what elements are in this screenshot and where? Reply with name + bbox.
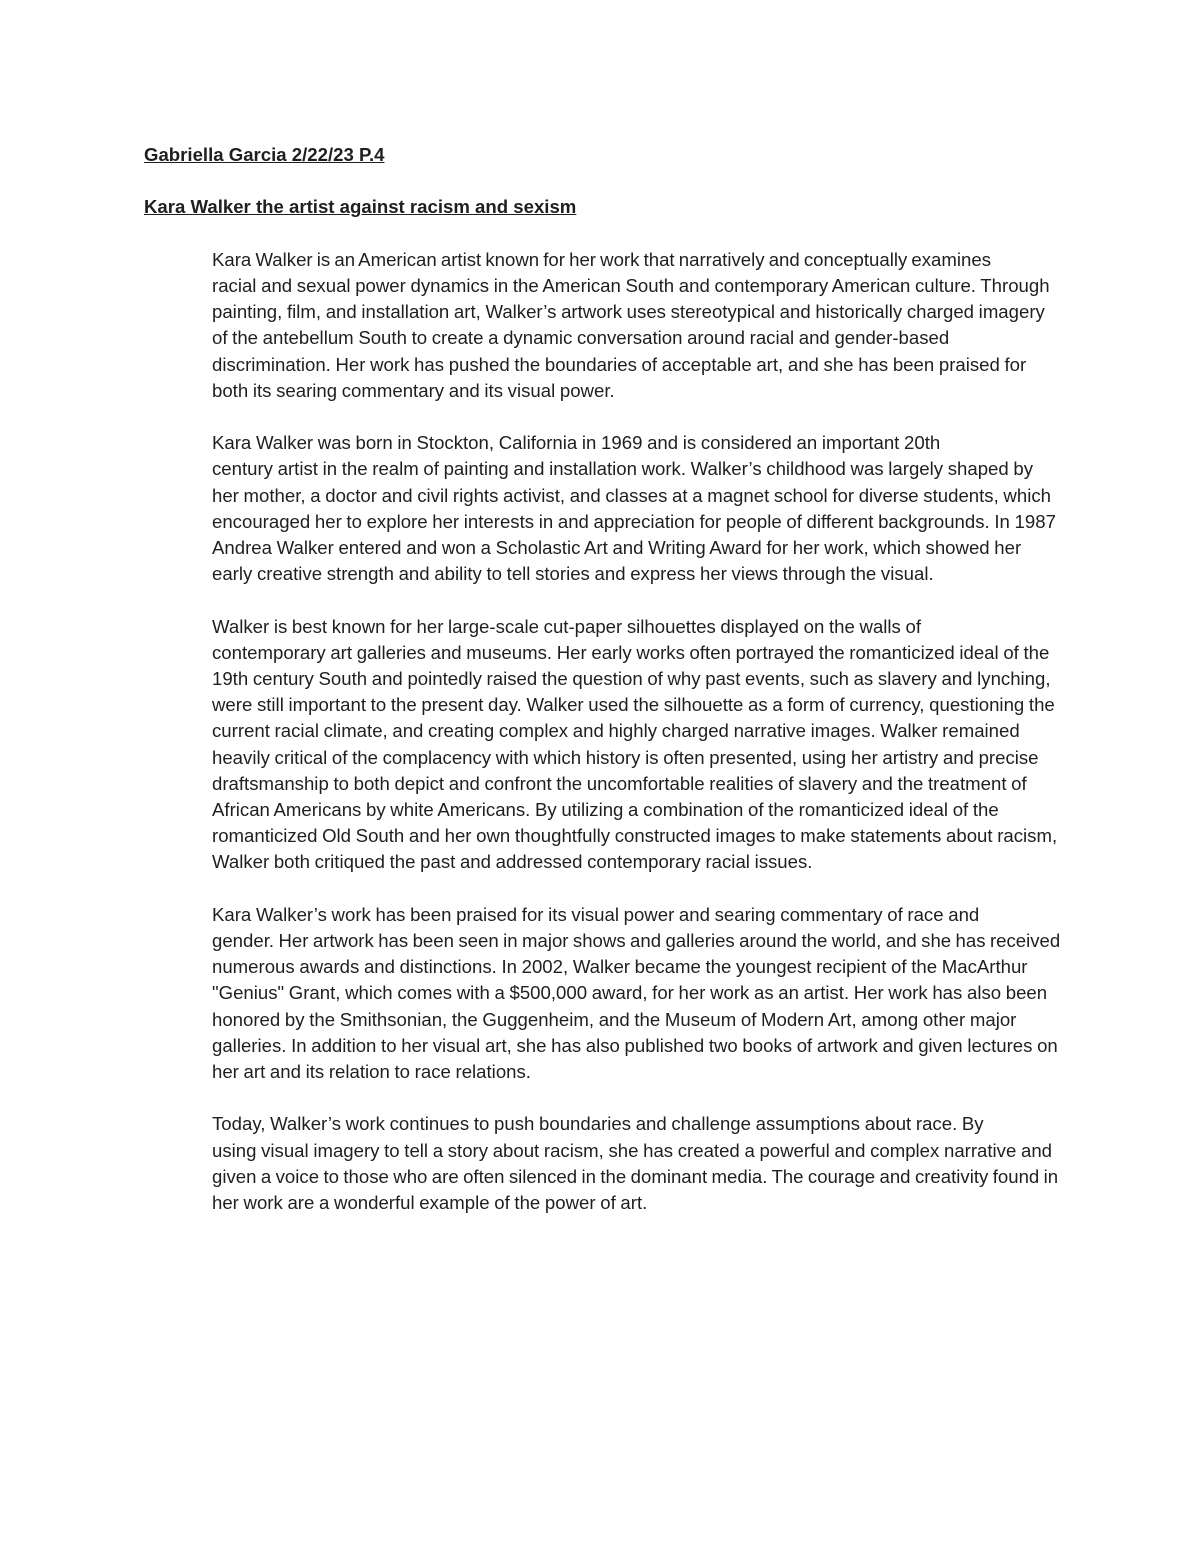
text-line: Kara Walker’s work has been praised for its visual power and searing commentary of race and — [212, 903, 980, 925]
text-line: galleries. In addition to her visual art, she has also published two books of artwork and given lectures on — [212, 1034, 1058, 1056]
text-line: Kara Walker is an American artist known for her work that narratively and conceptually examines — [212, 248, 991, 270]
text-line: Andrea Walker entered and won a Scholastic Art and Writing Award for her work, which showed her — [212, 537, 1022, 558]
document-body — [144, 142, 1060, 1216]
text-line: painting, film, and installation art, Walker’s artwork uses stereotypical and historically charged imagery — [212, 301, 1045, 323]
student-header: Gabriella Garcia 2/22/23 P.4 — [144, 144, 385, 165]
text-line: Today, Walker’s work continues to push boundaries and challenge assumptions about race. By — [212, 1113, 984, 1135]
text-line: of the antebellum South to create a dynamic conversation around racial and gender-based — [212, 327, 950, 349]
paragraph-1 — [144, 247, 1060, 404]
text-line: encouraged her to explore her interests in and appreciation for people of different backgrounds. In 1987 — [212, 510, 1056, 532]
text-line: honored by the Smithsonian, the Guggenheim, and the Museum of Modern Art, among other major — [212, 1008, 1017, 1030]
essay-title: Kara Walker the artist against racism and sexism — [144, 196, 577, 218]
text-line: her art and its relation to race relations. — [212, 1061, 531, 1083]
text-line: were still important to the present day. Walker used the silhouette as a form of currency, questioning the — [212, 694, 1055, 716]
text-line: Walker both critiqued the past and addressed contemporary racial issues. — [212, 851, 813, 873]
text-line: her mother, a doctor and civil rights activist, and classes at a magnet school for diverse students, which — [212, 484, 1051, 506]
essay-text — [144, 247, 1060, 1216]
text-line: romanticized Old South and her own thoughtfully constructed images to make statements about racism, — [212, 825, 1058, 847]
text-line: racial and sexual power dynamics in the American South and contemporary American culture. Through — [212, 274, 1050, 296]
text-line: current racial climate, and creating complex and highly charged narrative images. Walker remained — [212, 720, 1020, 742]
text-line: using visual imagery to tell a story about racism, she has created a powerful and complex narrative and — [212, 1139, 1053, 1161]
paragraph-5 — [144, 1111, 1060, 1216]
text-line: draftsmanship to both depict and confront the uncomfortable realities of slavery and the treatment of — [212, 772, 1027, 794]
text-line: Kara Walker was born in Stockton, California in 1969 and is considered an important 20th — [212, 432, 941, 454]
text-line: African Americans by white Americans. By utilizing a combination of the romanticized ideal of the — [212, 799, 999, 821]
text-line: discrimination. Her work has pushed the boundaries of acceptable art, and she has been praised for — [212, 353, 1027, 375]
text-line: given a voice to those who are often silenced in the dominant media. The courage and creativity found in — [212, 1165, 1059, 1187]
text-line: Walker is best known for her large-scale cut-paper silhouettes displayed on the walls of — [212, 615, 922, 637]
text-line: early creative strength and ability to tell stories and express her views through the visual. — [212, 563, 934, 585]
text-line: heavily critical of the complacency with which history is often presented, using her artistry and precise — [212, 746, 1039, 768]
paragraph-4 — [144, 902, 1060, 1085]
text-line: her work are a wonderful example of the power of art. — [212, 1192, 648, 1214]
text-line: numerous awards and distinctions. In 2002, Walker became the youngest recipient of the MacArthur — [212, 956, 1028, 978]
text-line: "Genius" Grant, which comes with a $500,000 award, for her work as an artist. Her work has also been — [212, 982, 1048, 1004]
text-line: gender. Her artwork has been seen in major shows and galleries around the world, and she has received — [212, 930, 1061, 952]
text-line: century artist in the realm of painting and installation work. Walker’s childhood was largely shaped by — [212, 458, 1034, 480]
paragraph-2 — [144, 430, 1060, 587]
text-line: both its searing commentary and its visual power. — [212, 379, 615, 401]
text-line: contemporary art galleries and museums. Her early works often portrayed the romanticized ideal of the — [212, 641, 1050, 663]
text-line: 19th century South and pointedly raised the question of why past events, such as slavery and lynching, — [212, 668, 1051, 689]
paragraph-3 — [144, 614, 1060, 876]
